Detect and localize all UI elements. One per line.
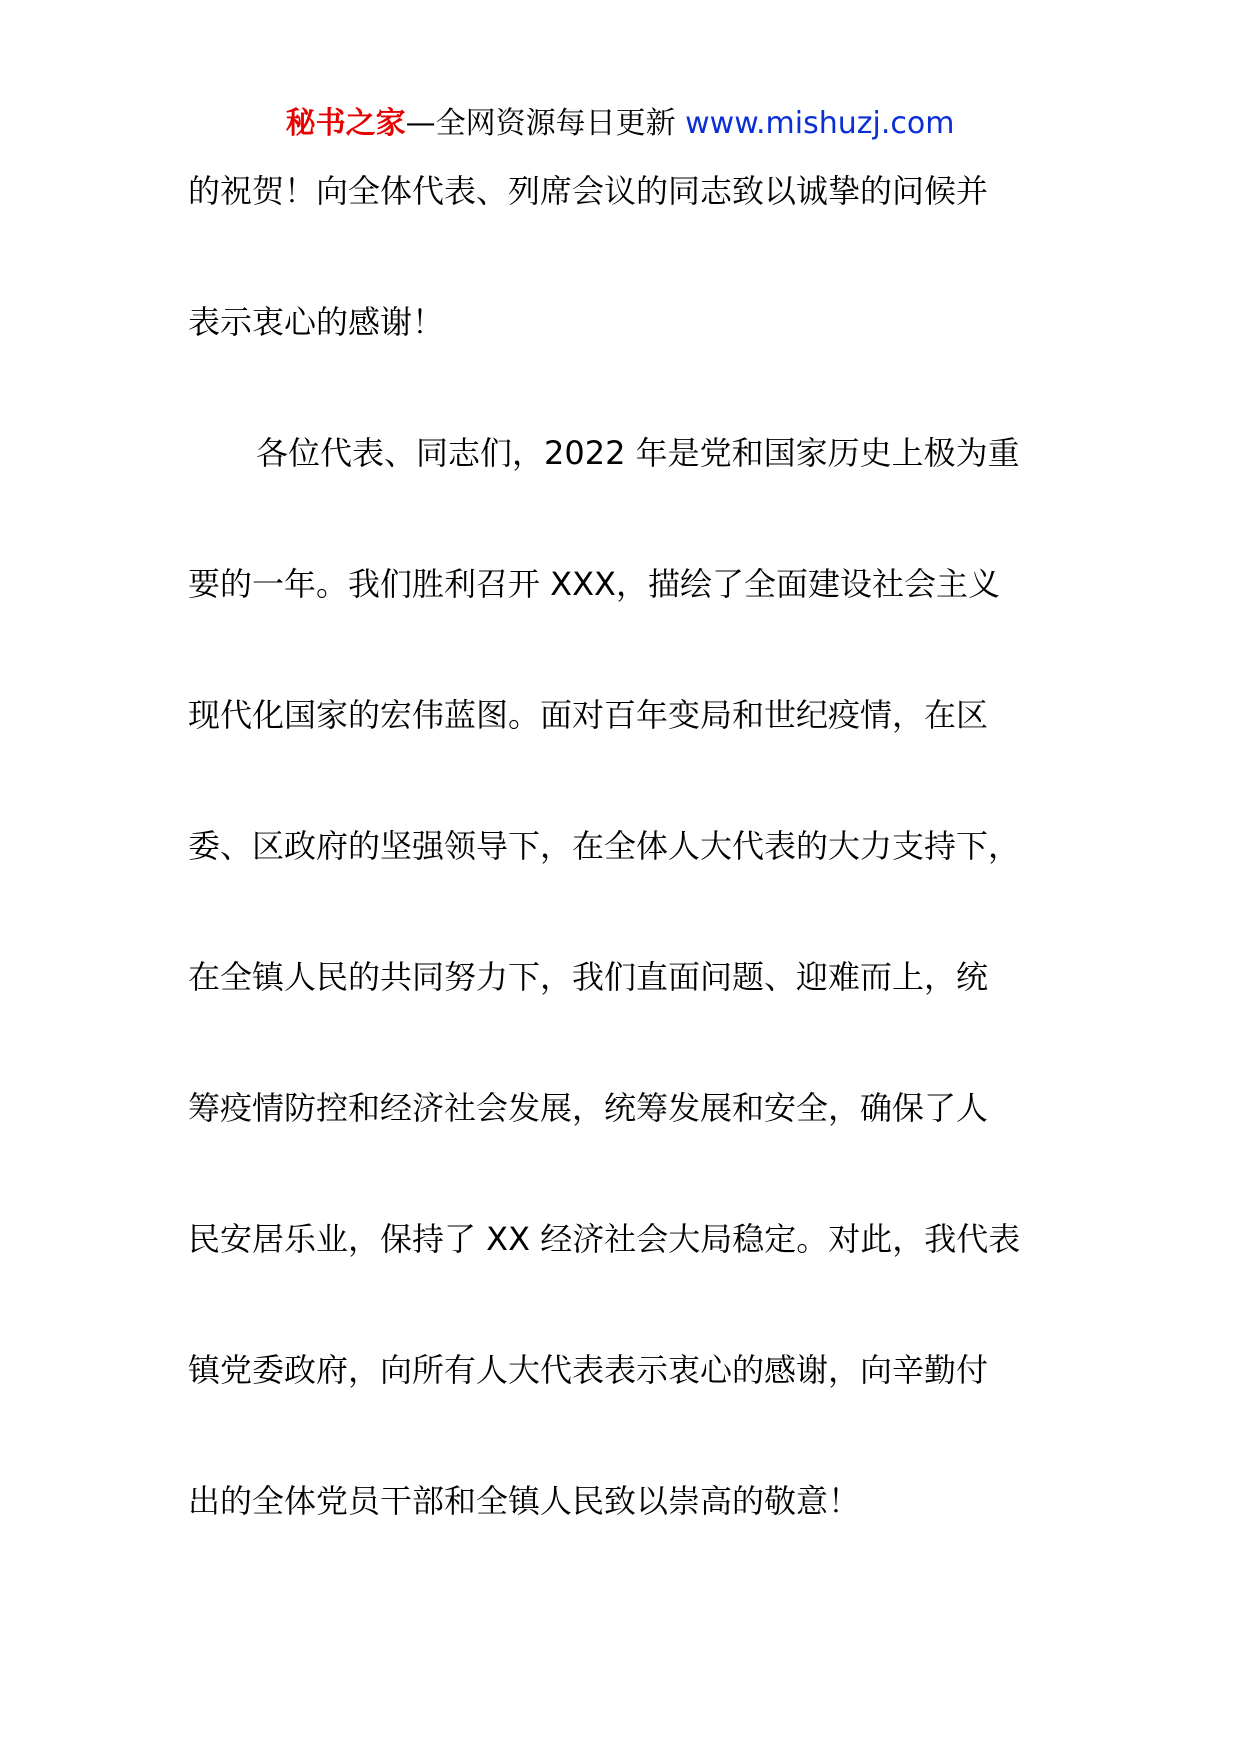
- document-body: [188, 166, 1068, 1607]
- brand-name: 秘书之家: [285, 106, 406, 141]
- text-line: 的祝贺！向全体代表、列席会议的同志致以诚挚的问候并: [188, 172, 989, 210]
- text-line: 要的一年。我们胜利召开 XXX，描绘了全面建设社会主义: [188, 565, 1000, 603]
- text-line: 表示衷心的感谢！: [188, 303, 445, 341]
- header-tagline: —全网资源每日更新: [405, 106, 686, 141]
- text-line: 委、区政府的坚强领导下，在全体人大代表的大力支持下，: [188, 827, 1021, 865]
- text-line: 民安居乐业，保持了 XX 经济社会大局稳定。对此，我代表: [188, 1220, 1021, 1258]
- text-line: 在全镇人民的共同努力下，我们直面问题、迎难而上，统: [188, 958, 989, 996]
- text-line: 筹疫情防控和经济社会发展，统筹发展和安全，确保了人: [188, 1089, 989, 1127]
- text-line: 镇党委政府，向所有人大代表表示衷心的感谢，向辛勤付: [188, 1351, 989, 1389]
- paragraph-start-line: 各位代表、同志们，2022 年是党和国家历史上极为重: [256, 434, 1020, 472]
- text-line: 出的全体党员干部和全镇人民致以崇高的敬意！: [188, 1482, 861, 1520]
- site-url-link[interactable]: www.mishuzj.com: [685, 106, 955, 141]
- page-header: [0, 100, 1240, 148]
- text-line: 现代化国家的宏伟蓝图。面对百年变局和世纪疫情，在区: [188, 696, 989, 734]
